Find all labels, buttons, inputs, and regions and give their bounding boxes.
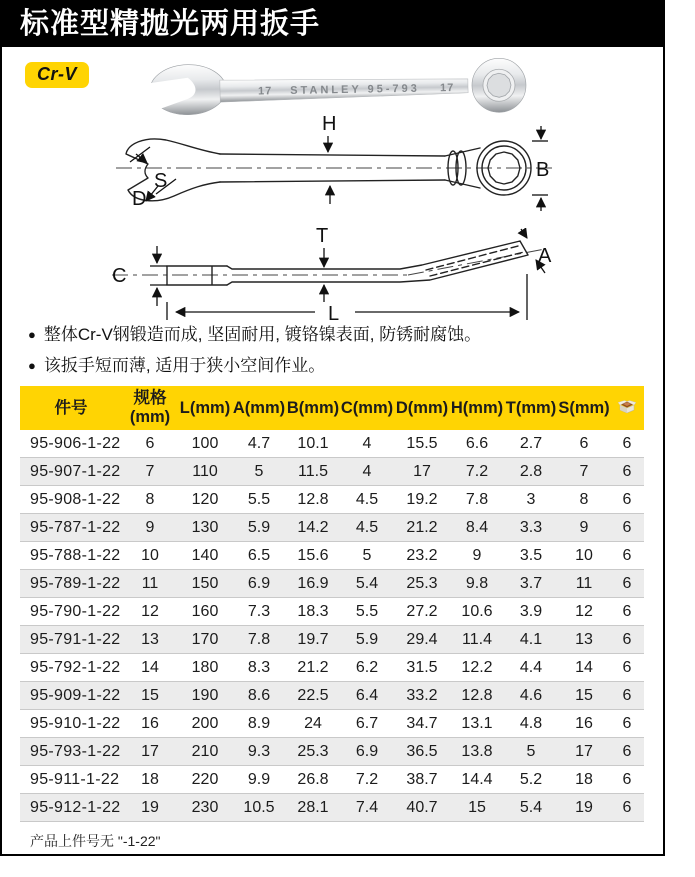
spec-value-cell: 7 [122,458,178,486]
spec-table-container [20,386,644,822]
crv-material-badge [25,62,89,88]
photo-size-marking-left: 17 [257,85,273,98]
spec-value-cell: 17 [558,738,610,766]
wrench-top-view-diagram [100,114,570,234]
spec-value-cell: 6 [610,598,644,626]
spec-value-cell: 31.5 [394,654,450,682]
spec-value-cell: 120 [178,486,232,514]
spec-value-cell: 5.5 [232,486,286,514]
photo-brand-marking: STANLEY 95-793 [290,82,420,97]
spec-value-cell: 3 [504,486,558,514]
spec-value-cell: 9 [558,514,610,542]
table-row [20,794,644,822]
dimension-label-s: S [154,170,168,192]
spec-value-cell: 6.7 [340,710,394,738]
spec-value-cell: 4 [340,458,394,486]
footnote: 产品上件号无 "-1-22" [30,833,161,849]
table-row [20,626,644,654]
spec-value-cell: 110 [178,458,232,486]
spec-value-cell: 15 [450,794,504,822]
spec-value-cell: 5.4 [340,570,394,598]
dimension-label-l: L [328,303,340,324]
spec-value-cell: 7 [558,458,610,486]
spec-value-cell: 13 [558,626,610,654]
spec-value-cell: 23.2 [394,542,450,570]
spec-value-cell: 150 [178,570,232,598]
table-row [20,486,644,514]
dimension-label-a: A [538,245,552,267]
spec-value-cell: 5.9 [340,626,394,654]
spec-value-cell: 3.5 [504,542,558,570]
spec-value-cell: 40.7 [394,794,450,822]
part-number-cell: 95-792-1-22 [20,654,122,682]
spec-value-cell: 34.7 [394,710,450,738]
spec-value-cell: 190 [178,682,232,710]
photo-size-marking-right: 17 [439,82,455,95]
spec-value-cell: 36.5 [394,738,450,766]
spec-value-cell: 7.8 [232,626,286,654]
column-header-B: B(mm) [286,386,340,430]
spec-value-cell: 9 [450,542,504,570]
spec-value-cell: 180 [178,654,232,682]
spec-value-cell: 200 [178,710,232,738]
feature-item [28,324,640,346]
dimension-label-c: C [112,265,127,287]
spec-value-cell: 6 [610,654,644,682]
spec-value-cell: 11 [122,570,178,598]
spec-value-cell: 100 [178,430,232,458]
spec-value-cell: 3.9 [504,598,558,626]
spec-value-cell: 18 [558,766,610,794]
spec-value-cell: 11 [558,570,610,598]
spec-value-cell: 4.1 [504,626,558,654]
spec-value-cell: 21.2 [394,514,450,542]
spec-value-cell: 3.3 [504,514,558,542]
spec-value-cell: 6 [610,570,644,598]
part-number-cell: 95-790-1-22 [20,598,122,626]
column-header-part: 件号 [20,386,122,430]
feature-text: 整体Cr-V钢锻造而成, 坚固耐用, 镀铬镍表面, 防锈耐腐蚀。 [43,325,482,344]
spec-value-cell: 10 [558,542,610,570]
spec-value-cell: 26.8 [286,766,340,794]
spec-table [20,386,644,822]
part-number-cell: 95-911-1-22 [20,766,122,794]
dimension-label-d: D [132,188,147,210]
part-number-cell: 95-906-1-22 [20,430,122,458]
spec-value-cell: 4.5 [340,486,394,514]
spec-value-cell: 9 [122,514,178,542]
column-header-A: A(mm) [232,386,286,430]
spec-value-cell: 6 [610,626,644,654]
carton-icon [617,398,637,414]
feature-text: 该扳手短而薄, 适用于狭小空间作业。 [43,356,326,375]
spec-value-cell: 16 [558,710,610,738]
crv-badge-label: Cr-V [37,64,78,84]
spec-value-cell: 14.2 [286,514,340,542]
spec-value-cell: 18 [122,766,178,794]
spec-value-cell: 8.4 [450,514,504,542]
spec-value-cell: 6.9 [232,570,286,598]
spec-value-cell: 170 [178,626,232,654]
spec-value-cell: 6 [610,710,644,738]
spec-value-cell: 4.5 [340,514,394,542]
spec-value-cell: 6 [610,430,644,458]
table-row [20,710,644,738]
spec-value-cell: 15 [122,682,178,710]
spec-value-cell: 5 [504,738,558,766]
spec-value-cell: 10.6 [450,598,504,626]
spec-value-cell: 8 [122,486,178,514]
spec-value-cell: 6 [122,430,178,458]
spec-value-cell: 14 [122,654,178,682]
part-number-cell: 95-912-1-22 [20,794,122,822]
part-number-cell: 95-907-1-22 [20,458,122,486]
table-row [20,430,644,458]
spec-value-cell: 130 [178,514,232,542]
spec-value-cell: 17 [122,738,178,766]
spec-value-cell: 17 [394,458,450,486]
spec-value-cell: 4 [340,430,394,458]
feature-list [28,324,640,386]
bullet-icon: ● [28,358,36,373]
spec-value-cell: 10.1 [286,430,340,458]
spec-value-cell: 230 [178,794,232,822]
spec-value-cell: 8.9 [232,710,286,738]
spec-value-cell: 5 [232,458,286,486]
spec-value-cell: 8 [558,486,610,514]
spec-value-cell: 8.6 [232,682,286,710]
spec-value-cell: 15.5 [394,430,450,458]
spec-value-cell: 10.5 [232,794,286,822]
table-row [20,542,644,570]
spec-value-cell: 10 [122,542,178,570]
spec-value-cell: 22.5 [286,682,340,710]
column-header-H: H(mm) [450,386,504,430]
spec-value-cell: 7.2 [340,766,394,794]
part-number-cell: 95-787-1-22 [20,514,122,542]
page-title-bar [0,0,665,47]
spec-value-cell: 13 [122,626,178,654]
spec-value-cell: 6 [610,486,644,514]
column-header-S: S(mm) [558,386,610,430]
spec-value-cell: 4.8 [504,710,558,738]
spec-value-cell: 33.2 [394,682,450,710]
part-number-cell: 95-909-1-22 [20,682,122,710]
spec-value-cell: 9.8 [450,570,504,598]
table-row [20,514,644,542]
part-number-cell: 95-789-1-22 [20,570,122,598]
spec-value-cell: 14 [558,654,610,682]
part-number-cell: 95-791-1-22 [20,626,122,654]
spec-value-cell: 16.9 [286,570,340,598]
spec-value-cell: 6.5 [232,542,286,570]
spec-value-cell: 6 [610,542,644,570]
spec-value-cell: 12 [558,598,610,626]
column-header-spec: 规格 (mm) [122,386,178,430]
column-header-L: L(mm) [178,386,232,430]
spec-value-cell: 7.2 [450,458,504,486]
spec-value-cell: 3.7 [504,570,558,598]
spec-value-cell: 28.1 [286,794,340,822]
dimension-label-t: T [316,228,329,247]
spec-value-cell: 12 [122,598,178,626]
spec-value-cell: 6 [610,514,644,542]
spec-value-cell: 38.7 [394,766,450,794]
column-header-C: C(mm) [340,386,394,430]
spec-value-cell: 7.3 [232,598,286,626]
spec-value-cell: 25.3 [394,570,450,598]
spec-value-cell: 12.8 [286,486,340,514]
spec-value-cell: 140 [178,542,232,570]
spec-value-cell: 5.4 [504,794,558,822]
spec-value-cell: 25.3 [286,738,340,766]
dimension-label-h: H [322,114,337,135]
spec-value-cell: 6.6 [450,430,504,458]
table-row [20,458,644,486]
spec-value-cell: 18.3 [286,598,340,626]
table-header-row [20,386,644,430]
wrench-side-view-diagram [100,228,570,324]
spec-value-cell: 7.4 [340,794,394,822]
table-row [20,654,644,682]
table-row [20,766,644,794]
spec-value-cell: 11.4 [450,626,504,654]
spec-value-cell: 14.4 [450,766,504,794]
spec-value-cell: 8.3 [232,654,286,682]
column-header-T: T(mm) [504,386,558,430]
part-number-cell: 95-910-1-22 [20,710,122,738]
table-row [20,598,644,626]
spec-value-cell: 19 [122,794,178,822]
spec-value-cell: 5.5 [340,598,394,626]
spec-value-cell: 29.4 [394,626,450,654]
spec-value-cell: 6.2 [340,654,394,682]
spec-value-cell: 13.8 [450,738,504,766]
spec-value-cell: 4.6 [504,682,558,710]
feature-item [28,355,640,377]
spec-value-cell: 9.3 [232,738,286,766]
wrench-photo [148,56,538,120]
spec-value-cell: 9.9 [232,766,286,794]
table-row [20,570,644,598]
spec-value-cell: 21.2 [286,654,340,682]
spec-table-body [20,430,644,822]
spec-value-cell: 6.4 [340,682,394,710]
spec-value-cell: 27.2 [394,598,450,626]
spec-value-cell: 15 [558,682,610,710]
spec-value-cell: 19 [558,794,610,822]
spec-value-cell: 24 [286,710,340,738]
part-number-cell: 95-908-1-22 [20,486,122,514]
table-row [20,738,644,766]
page-title: 标准型精抛光两用扳手 [20,8,321,40]
spec-value-cell: 6.9 [340,738,394,766]
spec-value-cell: 210 [178,738,232,766]
spec-value-cell: 6 [610,458,644,486]
spec-value-cell: 12.2 [450,654,504,682]
spec-value-cell: 6 [610,738,644,766]
bullet-icon: ● [28,327,36,342]
part-number-cell: 95-793-1-22 [20,738,122,766]
spec-value-cell: 2.8 [504,458,558,486]
spec-value-cell: 6 [610,682,644,710]
spec-value-cell: 4.7 [232,430,286,458]
part-number-cell: 95-788-1-22 [20,542,122,570]
column-header-D: D(mm) [394,386,450,430]
spec-value-cell: 6 [610,794,644,822]
spec-value-cell: 15.6 [286,542,340,570]
spec-value-cell: 19.7 [286,626,340,654]
spec-value-cell: 5.2 [504,766,558,794]
spec-value-cell: 13.1 [450,710,504,738]
spec-value-cell: 12.8 [450,682,504,710]
spec-value-cell: 6 [558,430,610,458]
spec-value-cell: 5 [340,542,394,570]
spec-value-cell: 6 [610,766,644,794]
spec-value-cell: 19.2 [394,486,450,514]
spec-value-cell: 11.5 [286,458,340,486]
dimension-label-b: B [536,159,550,181]
spec-value-cell: 2.7 [504,430,558,458]
spec-value-cell: 220 [178,766,232,794]
column-header-pack [610,386,644,430]
spec-value-cell: 160 [178,598,232,626]
spec-value-cell: 7.8 [450,486,504,514]
spec-value-cell: 16 [122,710,178,738]
spec-value-cell: 5.9 [232,514,286,542]
spec-value-cell: 4.4 [504,654,558,682]
table-row [20,682,644,710]
